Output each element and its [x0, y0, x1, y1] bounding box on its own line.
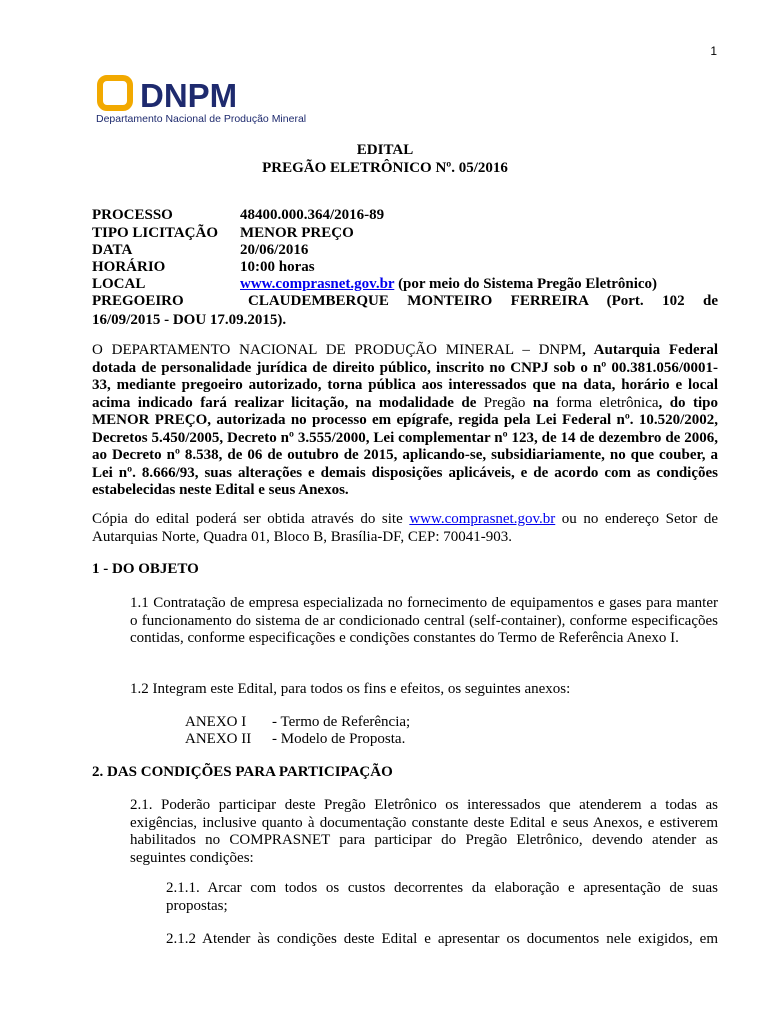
section-2-heading: 2. DAS CONDIÇÕES PARA PARTICIPAÇÃO — [92, 764, 393, 780]
horario-value: 10:00 horas — [240, 259, 315, 275]
pregoeiro-value: CLAUDEMBERQUE MONTEIRO FERREIRA (Port. 102 de — [248, 293, 718, 309]
annex-1-desc: - Termo de Referência; — [272, 714, 411, 730]
copy-paragraph: Cópia do edital poderá ser obtida através do site www.comprasnet.gov.br ou no endereço Setor de Autarquias Norte, Quadra 01, Bloco B, Brasília-DF, CEP: 70041-903. — [92, 511, 719, 545]
clause-1-2: 1.2 Integram este Edital, para todos os fins e efeitos, os seguintes anexos: — [130, 681, 571, 697]
data-label: DATA — [92, 242, 133, 258]
local-value: www.comprasnet.gov.br (por meio do Sistema Pregão Eletrônico) — [240, 276, 658, 292]
local-label: LOCAL — [92, 276, 146, 292]
section-1-heading: 1 - DO OBJETO — [92, 561, 199, 577]
clause-2-1-1: 2.1.1. Arcar com todos os custos decorrentes da elaboração e apresentação de suas propostas; — [166, 880, 718, 914]
clause-1-1: 1.1 Contratação de empresa especializada no fornecimento de equipamentos e gases para manter o funcionamento do sistema de ar condicionado central (self-container), conforme especificações contidas, conforme especificações e condições constantes do Termo de Referência Anexo I. — [130, 595, 718, 646]
page-number: 1 — [710, 44, 717, 58]
doc-subtitle: PREGÃO ELETRÔNICO Nº. 05/2016 — [262, 160, 508, 176]
annex-2-desc: - Modelo de Proposta. — [272, 731, 406, 747]
annex-1-code: ANEXO I — [185, 714, 247, 730]
tipo-label: TIPO LICITAÇÃO — [92, 225, 218, 241]
intro-paragraph: O DEPARTAMENTO NACIONAL DE PRODUÇÃO MINERAL – DNPM, Autarquia Federal dotada de personalidade jurídica de direito público, inscrito no CNPJ sob o nº 00.381.056/0001-33, mediante pregoeiro autorizado, torna pública aos interessados que na data, horário e local acima indicado fará realizar licitação, na modalidade de Pregão na forma eletrônica, do tipo MENOR PREÇO, autorizada no processo em epígrafe, regida pela Lei Federal nº. 10.520/2002, Decretos 5.450/2005, Decreto nº 3.555/2000, Lei complementar nº 123, de 14 de dezembro de 2006, ao Decreto nº 8.538, de 06 de outubro de 2015, aplicando-se, subsidiariamente, no que couber, a Lei nº. 8.666/93, suas alterações e demais disposições aplicáveis, e de acordo com as condições estabelecidas neste Edital e seus Anexos. — [92, 342, 718, 498]
clause-2-1-2: 2.1.2 Atender às condições deste Edital e apresentar os documentos nele exigidos, em — [166, 931, 718, 947]
annex-2-code: ANEXO II — [185, 731, 252, 747]
logo-subtitle: Departamento Nacional de Produção Mineral — [96, 113, 307, 125]
comprasnet-link-2[interactable]: www.comprasnet.gov.br — [409, 511, 556, 527]
clause-2-1: 2.1. Poderão participar deste Pregão Eletrônico os interessados que atenderem a todas as exigências, inclusive quanto à documentação constante deste Edital e seus Anexos, e estiverem habilitados no COMPRASNET para participar do Pregão Eletrônico, devendo atender as seguintes condições: — [130, 797, 718, 866]
horario-label: HORÁRIO — [92, 259, 166, 275]
data-value: 20/06/2016 — [240, 242, 309, 258]
pregoeiro-portaria: 16/09/2015 - DOU 17.09.2015). — [92, 312, 287, 328]
comprasnet-link[interactable]: www.comprasnet.gov.br — [240, 276, 395, 292]
processo-value: 48400.000.364/2016-89 — [240, 207, 385, 223]
tipo-value: MENOR PREÇO — [240, 225, 354, 241]
processo-label: PROCESSO — [92, 207, 173, 223]
doc-title: EDITAL — [356, 142, 414, 158]
logo-text: DNPM — [140, 77, 238, 114]
pregoeiro-label: PREGOEIRO — [92, 293, 184, 309]
